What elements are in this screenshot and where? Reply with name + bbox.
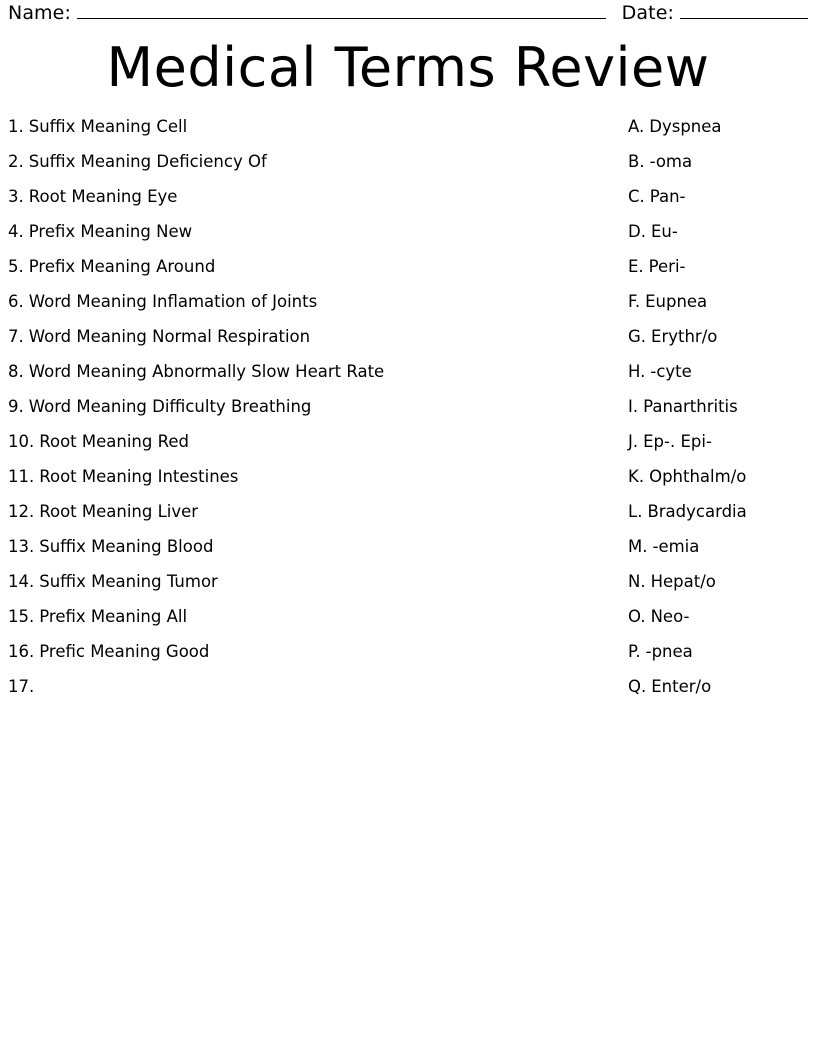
- question-item: [8, 151, 628, 189]
- question-number: 4.: [8, 221, 24, 241]
- answer-item: [628, 361, 808, 399]
- name-input-blank[interactable]: [77, 2, 606, 19]
- question-item: [8, 326, 628, 364]
- question-text: Suffix Meaning Blood: [39, 536, 214, 556]
- answer-text: Pan-: [649, 186, 686, 206]
- answer-text: Enter/o: [651, 676, 712, 696]
- question-text: Prefic Meaning Good: [39, 641, 210, 661]
- question-text: Prefix Meaning All: [39, 606, 188, 626]
- question-item: [8, 606, 628, 644]
- question-item: [8, 361, 628, 399]
- answer-letter: K.: [628, 466, 645, 486]
- answer-letter: B.: [628, 151, 645, 171]
- question-number: 3.: [8, 186, 24, 206]
- question-text: Root Meaning Intestines: [39, 466, 239, 486]
- answer-item: [628, 116, 808, 154]
- answer-text: Neo-: [650, 606, 690, 626]
- question-text: Root Meaning Red: [39, 431, 189, 451]
- answer-text: Eupnea: [645, 291, 708, 311]
- answer-item: [628, 431, 808, 469]
- answer-text: Bradycardia: [647, 501, 747, 521]
- question-text: Prefix Meaning New: [28, 221, 193, 241]
- worksheet-body: [8, 116, 808, 714]
- answer-text: Ophthalm/o: [649, 466, 747, 486]
- answer-text: Ep-. Epi-: [643, 431, 712, 451]
- answer-item: [628, 536, 808, 574]
- answers-column: [628, 116, 808, 714]
- answer-letter: I.: [628, 396, 639, 416]
- question-number: 5.: [8, 256, 24, 276]
- question-item: [8, 396, 628, 434]
- question-number: 7.: [8, 326, 24, 346]
- answer-text: Panarthritis: [643, 396, 738, 416]
- date-label: Date:: [621, 2, 674, 24]
- answer-item: [628, 151, 808, 189]
- question-text: Suffix Meaning Cell: [28, 116, 188, 136]
- date-input-blank[interactable]: [680, 2, 808, 19]
- question-number: 13.: [8, 536, 35, 556]
- page-title: Medical Terms Review: [106, 36, 710, 99]
- question-number: 9.: [8, 396, 24, 416]
- answer-text: Peri-: [648, 256, 686, 276]
- name-label: Name:: [8, 2, 71, 24]
- answer-item: [628, 571, 808, 609]
- answer-item: [628, 396, 808, 434]
- question-number: 17.: [8, 676, 35, 696]
- answer-item: [628, 256, 808, 294]
- question-item: [8, 466, 628, 504]
- question-text: Word Meaning Difficulty Breathing: [28, 396, 312, 416]
- question-text: Prefix Meaning Around: [28, 256, 216, 276]
- question-text: Root Meaning Liver: [39, 501, 199, 521]
- answer-text: -cyte: [650, 361, 692, 381]
- answer-item: [628, 676, 808, 714]
- question-number: 16.: [8, 641, 35, 661]
- question-number: 6.: [8, 291, 24, 311]
- answer-letter: F.: [628, 291, 641, 311]
- question-item: [8, 221, 628, 259]
- answer-item: [628, 326, 808, 364]
- question-text: Word Meaning Normal Respiration: [28, 326, 311, 346]
- answer-item: [628, 606, 808, 644]
- answer-letter: J.: [628, 431, 639, 451]
- answer-letter: E.: [628, 256, 644, 276]
- answer-letter: H.: [628, 361, 646, 381]
- question-text: Word Meaning Abnormally Slow Heart Rate: [28, 361, 385, 381]
- question-number: 14.: [8, 571, 35, 591]
- answer-text: -oma: [649, 151, 693, 171]
- answer-text: Dyspnea: [649, 116, 722, 136]
- answer-text: -pnea: [645, 641, 693, 661]
- question-number: 10.: [8, 431, 35, 451]
- question-text: Suffix Meaning Tumor: [39, 571, 218, 591]
- question-number: 11.: [8, 466, 35, 486]
- answer-letter: P.: [628, 641, 641, 661]
- answer-item: [628, 641, 808, 679]
- answer-letter: D.: [628, 221, 646, 241]
- question-text: Word Meaning Inflamation of Joints: [28, 291, 318, 311]
- question-number: 1.: [8, 116, 24, 136]
- question-item: [8, 571, 628, 609]
- question-item: [8, 676, 628, 714]
- answer-letter: O.: [628, 606, 646, 626]
- question-item: [8, 641, 628, 679]
- question-text: Suffix Meaning Deficiency Of: [28, 151, 267, 171]
- answer-text: Hepat/o: [650, 571, 716, 591]
- answer-letter: M.: [628, 536, 648, 556]
- answer-item: [628, 221, 808, 259]
- answer-letter: L.: [628, 501, 643, 521]
- question-item: [8, 536, 628, 574]
- questions-column: [8, 116, 628, 714]
- date-field-group: [622, 2, 808, 24]
- answer-letter: Q.: [628, 676, 647, 696]
- answer-text: Erythr/o: [651, 326, 718, 346]
- question-item: [8, 291, 628, 329]
- question-item: [8, 256, 628, 294]
- answer-letter: G.: [628, 326, 647, 346]
- question-number: 2.: [8, 151, 24, 171]
- question-text: Root Meaning Eye: [28, 186, 178, 206]
- answer-text: Eu-: [650, 221, 678, 241]
- answer-item: [628, 186, 808, 224]
- answer-item: [628, 501, 808, 539]
- answer-letter: N.: [628, 571, 646, 591]
- question-item: [8, 186, 628, 224]
- name-field-group: [8, 2, 608, 24]
- answer-item: [628, 291, 808, 329]
- answer-item: [628, 466, 808, 504]
- answer-letter: C.: [628, 186, 645, 206]
- question-number: 15.: [8, 606, 35, 626]
- question-item: [8, 116, 628, 154]
- worksheet-header: [8, 0, 808, 24]
- question-item: [8, 431, 628, 469]
- question-item: [8, 501, 628, 539]
- answer-letter: A.: [628, 116, 645, 136]
- question-number: 12.: [8, 501, 35, 521]
- question-number: 8.: [8, 361, 24, 381]
- answer-text: -emia: [652, 536, 700, 556]
